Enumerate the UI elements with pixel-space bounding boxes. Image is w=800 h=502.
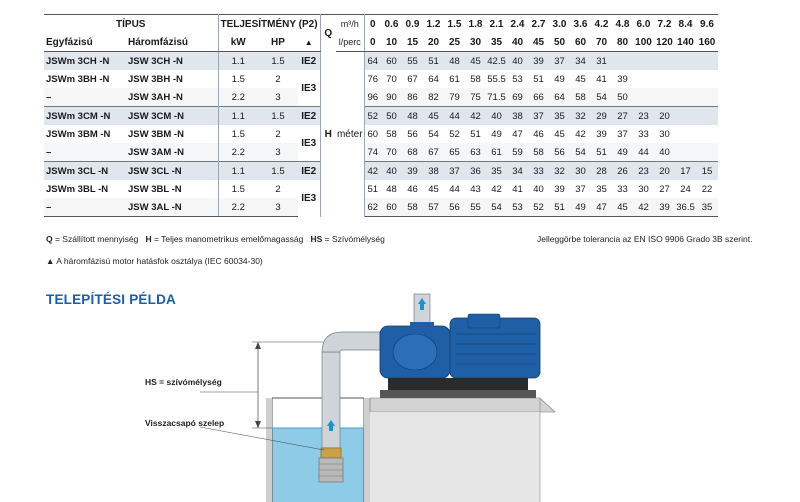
head-value: 38 — [423, 162, 444, 181]
head-value: 30 — [570, 162, 591, 181]
model-single: – — [44, 88, 126, 107]
head-value: 28 — [591, 162, 612, 181]
head-value: 48 — [402, 107, 423, 126]
head-value: 39 — [554, 183, 565, 195]
head-value: 23 — [633, 162, 654, 181]
flow-lperc-14: 120 — [654, 33, 675, 52]
head-value: 33 — [638, 128, 649, 140]
power-kw: 2.2 — [218, 143, 258, 162]
head-value: 49 — [491, 128, 502, 140]
power-kw: 1.5 — [231, 73, 245, 85]
head-value: 47 — [591, 198, 612, 217]
power-hp: 3 — [258, 143, 298, 162]
head-value: 41 — [512, 183, 523, 195]
power-hp: 1.5 — [258, 107, 298, 126]
power-kw: 2.2 — [218, 198, 258, 217]
efficiency-class: IE2 — [298, 52, 320, 71]
head-value: 47 — [512, 128, 523, 140]
head-value: 42 — [633, 198, 654, 217]
head-value: 46 — [533, 128, 544, 140]
efficiency-class: IE3 — [298, 125, 320, 162]
header-egyfazisu: Egyfázisú — [44, 33, 126, 52]
power-kw: 1.5 — [231, 128, 245, 140]
head-value: 69 — [507, 88, 528, 107]
head-value: 37 — [617, 128, 628, 140]
head-value: 32 — [570, 107, 591, 126]
head-value: 15 — [696, 162, 718, 181]
legend-hs-text: = Szívómélység — [322, 234, 385, 244]
efficiency-class: IE3 — [298, 180, 320, 217]
legend-h-text: = Teljes manometrikus emelőmagasság — [151, 234, 311, 244]
head-value: 35 — [596, 183, 607, 195]
head-value — [675, 88, 696, 107]
head-value: 56 — [549, 143, 570, 162]
efficiency-class: IE3 — [298, 70, 320, 107]
head-value: 51 — [423, 52, 444, 71]
head-value: 58 — [470, 73, 481, 85]
head-value: 52 — [449, 128, 460, 140]
head-value: 20 — [654, 162, 675, 181]
flow-lperc-12: 80 — [612, 33, 633, 52]
flow-m3h-3: 1.2 — [423, 15, 444, 34]
flow-m3h-10: 3.6 — [570, 15, 591, 34]
head-value: 65 — [444, 143, 465, 162]
head-value: 39 — [654, 198, 675, 217]
table-row — [44, 162, 718, 181]
head-value: 54 — [570, 143, 591, 162]
head-value: 96 — [364, 88, 381, 107]
head-value: 45 — [554, 128, 565, 140]
flow-m3h-15: 8.4 — [675, 15, 696, 34]
head-value: 74 — [364, 143, 381, 162]
head-value: 66 — [528, 88, 549, 107]
head-value: 56 — [444, 198, 465, 217]
head-value: 64 — [549, 88, 570, 107]
head-value: 86 — [402, 88, 423, 107]
legend-q-text: = Szállított mennyiség — [52, 234, 146, 244]
head-value — [675, 70, 696, 88]
head-value: 34 — [570, 52, 591, 71]
head-value: 51 — [591, 143, 612, 162]
head-value: 35 — [486, 162, 507, 181]
header-triangle: ▲ — [298, 33, 320, 52]
head-value: 45 — [575, 73, 586, 85]
head-value: 49 — [570, 198, 591, 217]
head-value: 39 — [617, 73, 628, 85]
pump — [380, 294, 540, 398]
head-value: 60 — [381, 52, 402, 71]
flow-m3h-4: 1.5 — [444, 15, 465, 34]
head-value: 71.5 — [486, 88, 507, 107]
head-value: 70 — [386, 73, 397, 85]
model-single: JSWm 3CL -N — [44, 162, 126, 181]
head-value: 29 — [591, 107, 612, 126]
model-three: JSW 3AH -N — [126, 88, 218, 107]
head-value: 27 — [659, 183, 670, 195]
head-value: 32 — [549, 162, 570, 181]
model-single: JSWm 3CH -N — [44, 52, 126, 71]
power-kw: 1.1 — [218, 52, 258, 71]
head-value: 42 — [465, 107, 486, 126]
head-value: 61 — [449, 73, 460, 85]
head-value: 24 — [680, 183, 691, 195]
head-value: 42.5 — [486, 52, 507, 71]
header-teljesitmeny: TELJESÍTMÉNY (P2) — [218, 15, 320, 34]
installation-diagram — [0, 280, 800, 502]
head-value — [633, 70, 654, 88]
head-value: 67 — [407, 73, 418, 85]
head-value: 38 — [507, 107, 528, 126]
head-value: 59 — [507, 143, 528, 162]
head-value: 37 — [528, 107, 549, 126]
flow-m3h-1: 0.6 — [381, 15, 402, 34]
head-value: 30 — [638, 183, 649, 195]
head-value — [696, 143, 718, 162]
head-value: 63 — [465, 143, 486, 162]
flow-m3h-16: 9.6 — [696, 15, 718, 34]
legend-line — [46, 234, 385, 244]
header-haromfazisu: Háromfázisú — [126, 33, 218, 52]
power-hp: 3 — [258, 88, 298, 107]
head-value: 37 — [575, 183, 586, 195]
head-value: 68 — [402, 143, 423, 162]
flow-lperc-2: 15 — [402, 33, 423, 52]
model-three: JSW 3CL -N — [126, 162, 218, 181]
table-row — [44, 88, 718, 107]
head-value: 70 — [381, 143, 402, 162]
head-value: 42 — [364, 162, 381, 181]
head-value: 33 — [617, 183, 628, 195]
model-three: JSW 3BM -N — [126, 125, 218, 143]
head-value — [696, 125, 718, 143]
head-value: 76 — [364, 70, 381, 88]
head-value: 54 — [486, 198, 507, 217]
flow-m3h-2: 0.9 — [402, 15, 423, 34]
table-row — [44, 107, 718, 126]
head-value: 27 — [612, 107, 633, 126]
head-value: 62 — [364, 198, 381, 217]
model-three: JSW 3BH -N — [126, 70, 218, 88]
flow-m3h-13: 6.0 — [633, 15, 654, 34]
model-single: JSWm 3BL -N — [46, 183, 109, 195]
head-value: 48 — [386, 183, 397, 195]
power-kw: 1.1 — [218, 162, 258, 181]
flow-lperc-10: 60 — [570, 33, 591, 52]
head-value — [654, 52, 675, 71]
header-hp: HP — [258, 33, 298, 52]
head-value: 37 — [549, 52, 570, 71]
head-value: 46 — [407, 183, 418, 195]
head-value: 55 — [402, 52, 423, 71]
power-kw: 1.1 — [218, 107, 258, 126]
header-q: Q — [320, 15, 336, 52]
flow-lperc-15: 140 — [675, 33, 696, 52]
head-value — [633, 52, 654, 71]
head-value: 75 — [465, 88, 486, 107]
header-kw: kW — [218, 33, 258, 52]
flow-lperc-8: 45 — [528, 33, 549, 52]
head-value — [696, 70, 718, 88]
head-symbol: H — [320, 52, 336, 217]
head-value: 43 — [470, 183, 481, 195]
head-value: 35 — [696, 198, 718, 217]
head-value: 58 — [528, 143, 549, 162]
head-value: 53 — [507, 198, 528, 217]
head-value: 45 — [465, 52, 486, 71]
header-tipus: TÍPUS — [44, 15, 218, 34]
head-value: 45 — [423, 107, 444, 126]
head-value: 39 — [596, 128, 607, 140]
flow-lperc-16: 160 — [696, 33, 718, 52]
table-row — [44, 70, 718, 88]
head-value: 42 — [491, 183, 502, 195]
ground-platform — [370, 398, 555, 502]
head-value: 40 — [507, 52, 528, 71]
header-unit-lperc: l/perc — [336, 33, 364, 52]
head-value: 40 — [654, 143, 675, 162]
head-value: 40 — [381, 162, 402, 181]
head-value: 57 — [423, 198, 444, 217]
head-value: 64 — [364, 52, 381, 71]
head-value: 44 — [633, 143, 654, 162]
head-value — [675, 52, 696, 71]
head-value — [696, 88, 718, 107]
head-value: 23 — [633, 107, 654, 126]
head-value: 39 — [528, 52, 549, 71]
head-value: 52 — [364, 107, 381, 126]
flow-lperc-1: 10 — [381, 33, 402, 52]
head-value: 36 — [465, 162, 486, 181]
flow-m3h-5: 1.8 — [465, 15, 486, 34]
power-hp: 2 — [275, 128, 281, 140]
head-value: 58 — [386, 128, 397, 140]
head-value: 40 — [533, 183, 544, 195]
head-value — [696, 107, 718, 126]
water — [272, 428, 364, 502]
head-value: 45 — [428, 183, 439, 195]
head-value: 17 — [675, 162, 696, 181]
flow-lperc-5: 30 — [465, 33, 486, 52]
section-title: TELEPÍTÉSI PÉLDA — [46, 292, 176, 307]
head-value: 35 — [549, 107, 570, 126]
head-value: 64 — [428, 73, 439, 85]
flow-lperc-6: 35 — [486, 33, 507, 52]
head-value: 45 — [612, 198, 633, 217]
head-value: 82 — [423, 88, 444, 107]
table-row — [44, 52, 718, 71]
legend-hs-key: HS — [310, 234, 323, 244]
head-value: 54 — [428, 128, 439, 140]
flow-lperc-3: 20 — [423, 33, 444, 52]
head-value: 31 — [591, 52, 612, 71]
head-value: 51 — [364, 180, 381, 198]
head-value: 58 — [570, 88, 591, 107]
head-value: 60 — [364, 125, 381, 143]
legend-q-key: Q — [46, 234, 53, 244]
model-three: JSW 3BL -N — [126, 180, 218, 198]
head-value — [675, 125, 696, 143]
power-kw: 1.5 — [231, 183, 245, 195]
foot-valve — [319, 448, 343, 482]
head-value: 51 — [549, 198, 570, 217]
performance-table — [44, 14, 718, 217]
hs-label: HS = szívómélység — [145, 377, 222, 387]
head-value: 53 — [512, 73, 523, 85]
head-value — [675, 107, 696, 126]
head-value: 54 — [591, 88, 612, 107]
model-three: JSW 3AM -N — [126, 143, 218, 162]
table-row — [44, 125, 718, 143]
model-single: JSWm 3BH -N — [46, 73, 110, 85]
power-hp: 2 — [275, 183, 281, 195]
power-hp: 1.5 — [258, 162, 298, 181]
head-unit: méter — [336, 52, 364, 217]
head-value: 42 — [575, 128, 586, 140]
header-unit-m3h: m³/h — [336, 15, 364, 34]
head-value: 90 — [381, 88, 402, 107]
head-value: 79 — [444, 88, 465, 107]
head-value: 36.5 — [675, 198, 696, 217]
head-value: 52 — [528, 198, 549, 217]
head-value: 20 — [654, 107, 675, 126]
head-value: 55.5 — [487, 73, 506, 85]
flow-m3h-8: 2.7 — [528, 15, 549, 34]
head-value — [654, 70, 675, 88]
head-value: 44 — [449, 183, 460, 195]
model-three: JSW 3AL -N — [126, 198, 218, 217]
flow-m3h-0: 0 — [364, 15, 381, 34]
legend-h-key: H — [145, 234, 152, 244]
head-value — [612, 52, 633, 71]
flow-m3h-12: 4.8 — [612, 15, 633, 34]
flow-lperc-11: 70 — [591, 33, 612, 52]
flow-m3h-7: 2.4 — [507, 15, 528, 34]
head-value — [633, 88, 654, 107]
model-single: – — [44, 143, 126, 162]
head-value: 30 — [659, 128, 670, 140]
head-value: 60 — [381, 198, 402, 217]
flow-lperc-13: 100 — [633, 33, 654, 52]
head-value: 51 — [470, 128, 481, 140]
head-value — [654, 88, 675, 107]
flow-m3h-14: 7.2 — [654, 15, 675, 34]
head-value: 55 — [465, 198, 486, 217]
model-single: – — [44, 198, 126, 217]
power-hp: 1.5 — [258, 52, 298, 71]
power-hp: 3 — [258, 198, 298, 217]
head-value: 22 — [701, 183, 713, 195]
model-single: JSWm 3CM -N — [44, 107, 126, 126]
valve-label: Visszacsapó szelep — [145, 418, 225, 428]
power-kw: 2.2 — [218, 88, 258, 107]
head-value: 44 — [444, 107, 465, 126]
tolerance-note: Jelleggörbe tolerancia az EN ISO 9906 Grado 3B szerint. — [537, 234, 753, 244]
head-value: 56 — [407, 128, 418, 140]
head-value: 58 — [402, 198, 423, 217]
flow-m3h-9: 3.0 — [549, 15, 570, 34]
head-value — [696, 52, 718, 71]
head-value: 33 — [528, 162, 549, 181]
head-value: 49 — [554, 73, 565, 85]
table-row — [44, 198, 718, 217]
head-value: 41 — [596, 73, 607, 85]
head-value: 26 — [612, 162, 633, 181]
head-value: 40 — [486, 107, 507, 126]
model-three: JSW 3CM -N — [126, 107, 218, 126]
flow-lperc-7: 40 — [507, 33, 528, 52]
head-value: 50 — [612, 88, 633, 107]
model-three: JSW 3CH -N — [126, 52, 218, 71]
head-value — [675, 143, 696, 162]
head-value: 49 — [612, 143, 633, 162]
flow-lperc-0: 0 — [364, 33, 381, 52]
head-value: 61 — [486, 143, 507, 162]
flow-lperc-9: 50 — [549, 33, 570, 52]
table-row — [44, 180, 718, 198]
flow-lperc-4: 25 — [444, 33, 465, 52]
flow-m3h-11: 4.2 — [591, 15, 612, 34]
flow-m3h-6: 2.1 — [486, 15, 507, 34]
head-value: 48 — [444, 52, 465, 71]
head-value: 51 — [533, 73, 544, 85]
table-row — [44, 143, 718, 162]
efficiency-class: IE2 — [298, 107, 320, 126]
well — [266, 398, 370, 502]
model-single: JSWm 3BM -N — [46, 128, 111, 140]
head-value: 39 — [402, 162, 423, 181]
efficiency-class: IE2 — [298, 162, 320, 181]
head-value: 67 — [423, 143, 444, 162]
power-hp: 2 — [275, 73, 281, 85]
head-value: 34 — [507, 162, 528, 181]
head-value: 37 — [444, 162, 465, 181]
head-value: 50 — [381, 107, 402, 126]
triangle-note: ▲ A háromfázisú motor hatásfok osztálya (IEC 60034-30) — [46, 256, 263, 266]
